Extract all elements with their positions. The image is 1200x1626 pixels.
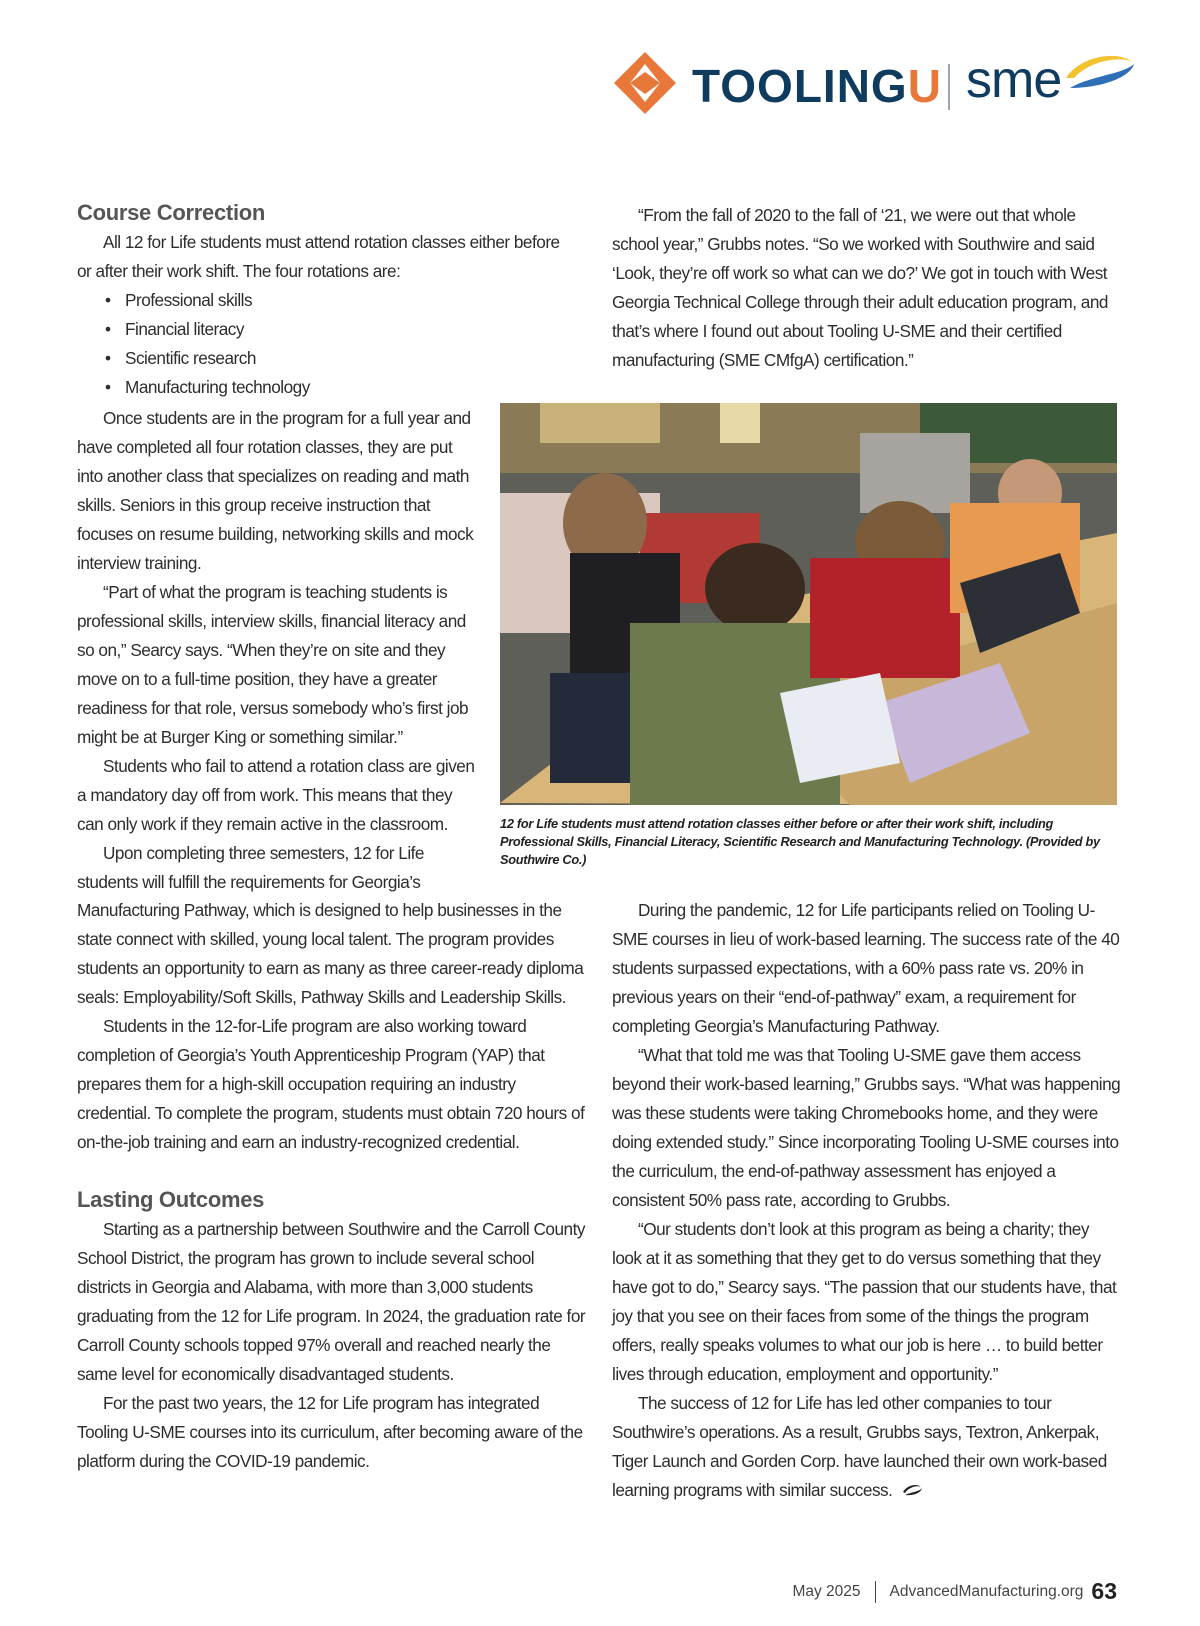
sme-wordmark: sme [966,51,1062,109]
section-heading-lasting-outcomes: Lasting Outcomes [77,1187,265,1212]
paragraph: “From the fall of 2020 to the fall of ‘21, we were out that whole school year,” Grubbs notes. “So we worked with Southwire and said ‘Look, they’re off work so what can we do?’ We got in touch with West Georgia Technical College through their adult education program, and that’s where I found out about Tooling U-SME and their certified manufacturing (SME CMfgA) certification.” [612,205,1108,370]
page-number: 63 [1091,1578,1117,1604]
footer-divider [875,1581,876,1603]
paragraph: Students in the 12-for-Life program are also working toward completion of Georgia’s Youth Apprenticeship Program (YAP) that prepares them for a high-skill occupation requiring an industry credential. To complete the program, students must obtain 720 hours of on-the-job training and earn an industry-recognized credential. [77,1016,585,1152]
left-column-top [77,198,577,402]
paragraph [612,1389,1122,1505]
paragraph: Starting as a partnership between Southwire and the Carroll County School District, the program has grown to include several school districts in Georgia and Alabama, with more than 3,000 students graduating from the 12 for Life program. In 2024, the graduation rate for Carroll County schools topped 97% overall and reached nearly the same level for economically disadvantaged students. [77,1219,586,1384]
toolingu-diamond-icon [612,50,678,116]
paragraph: Manufacturing Pathway, which is designed to help businesses in the state connect with skilled, young local talent. The program provides students an opportunity to earn as many as three career-ready diploma seals: Employability/Soft Skills, Pathway Skills and Leadership Skills. [77,900,584,1007]
paragraph-text: The success of 12 for Life has led other companies to tour Southwire’s operations. As a result, Grubbs says, Textron, Ankerpak, Tiger Launch and Gorden Corp. have launched their own work-based learning programs with similar success. [612,1393,1107,1500]
right-column-bottom [612,896,1122,1505]
toolingu-wordmark: TOOLINGU [692,60,942,112]
paragraph: “What that told me was that Tooling U-SME gave them access beyond their work-based learning,” Grubbs says. “What was happening was these students were taking Chromebooks home, and they were doing extended study.” Since incorporating Tooling U-SME courses into the curriculum, the end-of-pathway assessment has enjoyed a consistent 50% pass rate, according to Grubbs. [612,1045,1121,1210]
paragraph: For the past two years, the 12 for Life program has integrated Tooling U-SME courses into its curriculum, after becoming aware of the platform during the COVID-19 pandemic. [77,1393,583,1471]
page-footer [792,1578,1117,1605]
site-name: AdvancedManufacturing.org [889,1582,1084,1600]
classroom-photo [500,403,1117,805]
paragraph: Upon completing three semesters, 12 for Life students will fulfill the requirements for Georgia’s [77,843,424,892]
paragraph: “Our students don’t look at this program as being a charity; they look at it as something that they get to do versus something that they have got to do,” Searcy says. “The passion that our students have, that joy that you see on their faces from some of the things the program offers, really speaks volumes to what our job is here … to build better lives through education, employment and opportunity.” [612,1219,1117,1384]
paragraph: Students who fail to attend a rotation class are given a mandatory day off from work. This means that they can only work if they remain active in the classroom. [77,756,475,834]
issue-date: May 2025 [792,1582,861,1600]
list-item: • Professional skills [77,286,577,315]
paragraph: During the pandemic, 12 for Life participants relied on Tooling U-SME courses in lieu of work-based learning. The success rate of the 40 students surpassed expectations, with a 60% pass rate vs. 20% in previous years on their “end-of-pathway” exam, a requirement for completing Georgia’s Manufacturing Pathway. [612,900,1120,1036]
left-column-bottom [77,896,587,1476]
classroom-photo-illustration [500,403,1117,805]
toolingu-sme-logo [612,46,1132,116]
right-column-top [612,201,1122,375]
paragraph: “Part of what the program is teaching students is professional skills, interview skills, financial literacy and so on,” Searcy says. “When they’re on site and they move on to a full-time position, they have a greater readiness for that role, versus somebody who’s first job might be at Burger King or something similar.” [77,582,469,747]
list-item: • Scientific research [77,344,577,373]
logo-divider [948,64,950,110]
photo-caption: 12 for Life students must attend rotation classes either before or after their work shift, including Professional Skills, Financial Literacy, Scientific Research and Manufacturing Technology. (Provided by Southwire Co.) [500,816,1100,867]
section-heading-course-correction: Course Correction [77,200,266,225]
paragraph: Once students are in the program for a full year and have completed all four rotation classes, they are put into another class that specializes on reading and math skills. Seniors in this group receive instruction that focuses on resume building, networking skills and mock interview training. [77,408,474,573]
paragraph: All 12 for Life students must attend rotation classes either before or after their work shift. The four rotations are: [77,232,560,281]
list-item: • Financial literacy [77,315,577,344]
list-item: • Manufacturing technology [77,373,577,402]
sme-swoosh-icon [1060,48,1140,94]
end-mark-icon [901,1483,923,1497]
rotation-list [77,286,577,402]
left-column-narrow [77,404,479,897]
